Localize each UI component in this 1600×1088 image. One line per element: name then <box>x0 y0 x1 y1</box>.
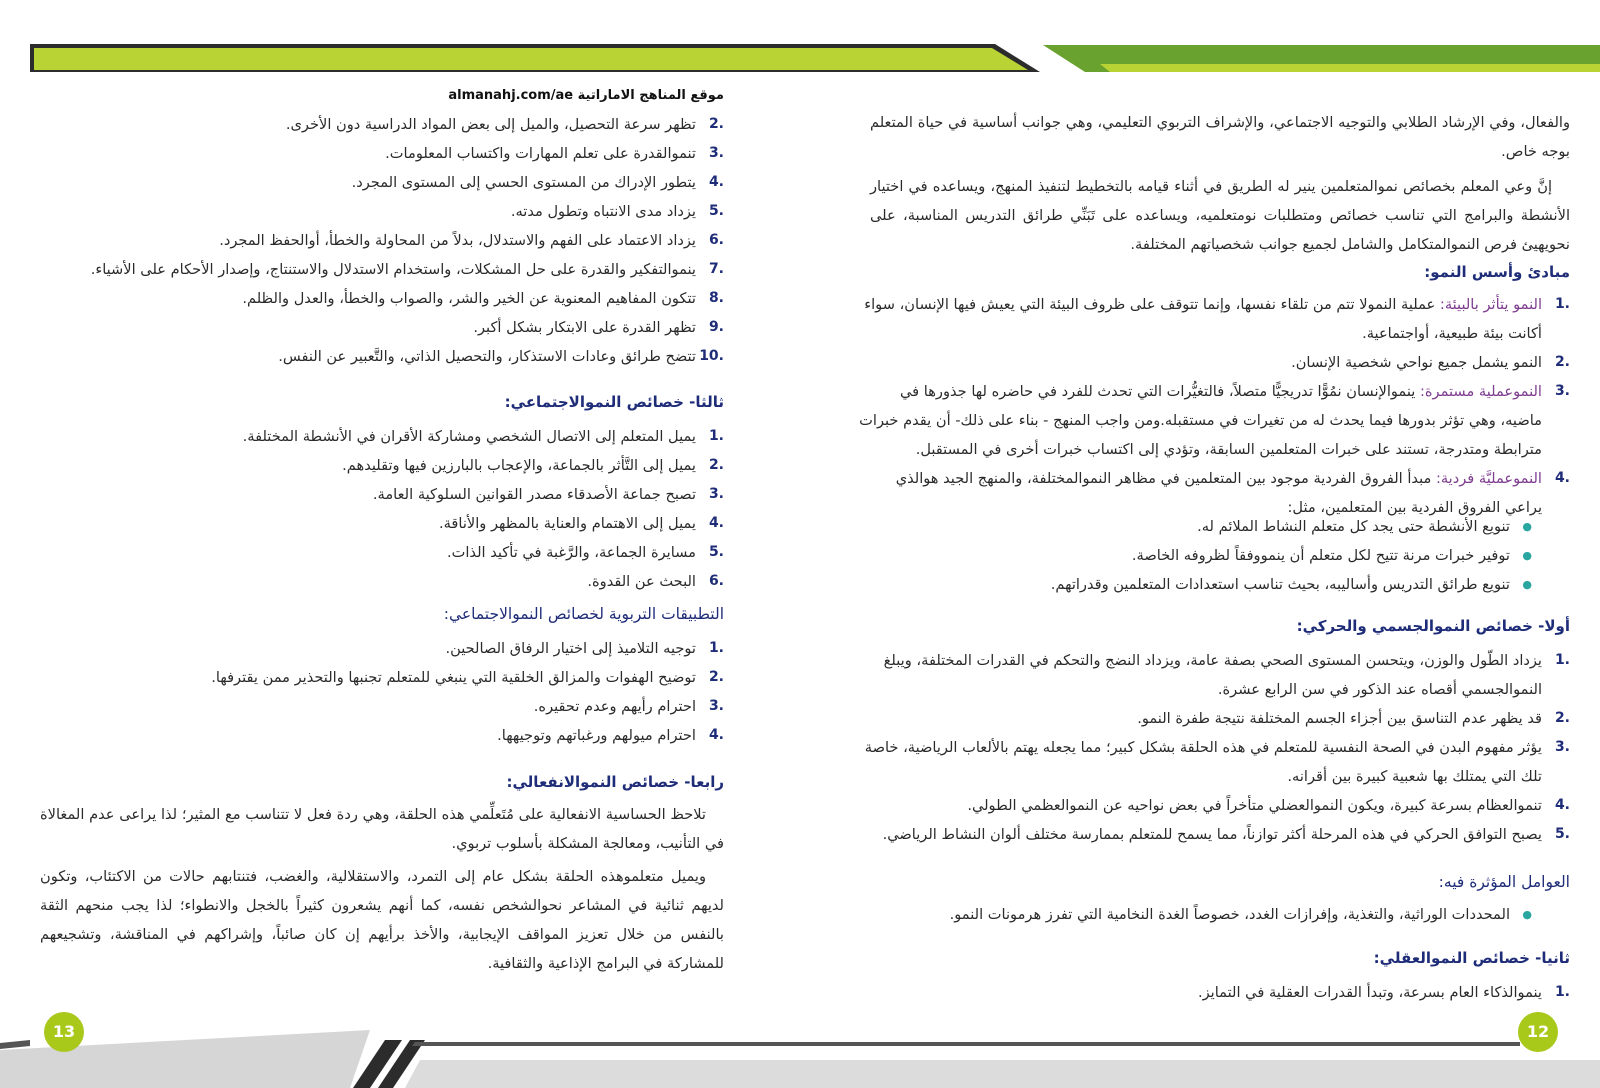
item-text: تنويع طرائق التدريس وأساليبه، بحيث تناسب استعدادات المتعلمين وقدراتهم. <box>1050 576 1510 593</box>
item-number: 3. <box>1554 383 1570 399</box>
bullet-icon: ● <box>1522 549 1532 562</box>
item-number: 5. <box>708 203 724 219</box>
item-text: تظهر سرعة التحصيل، والميل إلى بعض المواد الدراسية دون الأخرى. <box>285 116 696 133</box>
individual-differences-bullets <box>858 512 1570 599</box>
watermark: almanahj.com/ae موقع المناهج الاماراتية <box>448 88 724 103</box>
item-number: 2. <box>1554 354 1570 370</box>
list-item <box>40 139 724 168</box>
item-number: 4. <box>1554 470 1570 486</box>
list-item <box>40 342 724 371</box>
item-number: 6. <box>708 573 724 589</box>
list-item <box>40 634 724 663</box>
item-number: 4. <box>708 727 724 743</box>
item-text: يصبح التوافق الحركي في هذه المرحلة أكثر توازناً، مما يسمح للمتعلم بممارسة مختلف ألوان النشاط الرياضي. <box>882 826 1542 843</box>
item-text: توضيح الهفوات والمزالق الخلقية التي ينبغي للمتعلم تجنبها والتحذير ممن يقترفها. <box>211 669 696 686</box>
item-text: مبدأ الفروق الفردية موجود بين المتعلمين في مظاهر النموالمختلفة، والمنهج الجيد هوالذي يراعي الفروق الفردية بين المتعلمين، مثل: <box>895 470 1542 516</box>
list-item <box>858 791 1570 820</box>
list-item <box>40 168 724 197</box>
item-number: 1. <box>1554 984 1570 1000</box>
bullet-icon: ● <box>1522 578 1532 591</box>
item-text: ينموالتفكير والقدرة على حل المشكلات، واستخدام الاستدلال والاستنتاج، وإصدار الأحكام على الأشياء. <box>90 261 696 278</box>
item-text: مسايرة الجماعة، والرَّغبة في تأكيد الذات. <box>447 544 696 561</box>
list-item <box>858 348 1570 377</box>
list-item <box>858 377 1570 464</box>
page-number-12: 12 <box>1518 1012 1558 1052</box>
emotional-growth-heading: رابعا- خصائص النموالانفعالي: <box>506 773 724 791</box>
item-lead: النموعمليَّة فردية: <box>1435 470 1542 487</box>
item-text: تنويع الأنشطة حتى يجد كل متعلم النشاط الملائم له. <box>1197 518 1510 535</box>
list-item <box>40 538 724 567</box>
intro-text <box>870 108 1570 259</box>
item-lead: النموعملية مستمرة: <box>1419 383 1542 400</box>
item-text: احترام ميولهم ورغباتهم وتوجيهها. <box>497 727 696 744</box>
list-item <box>858 704 1570 733</box>
item-number: 2. <box>708 116 724 132</box>
principles-heading: مبادئ وأسس النمو: <box>1424 263 1570 281</box>
item-text: تتضح طرائق وعادات الاستذكار، والتحصيل الذاتي، والتَّعبير عن النفس. <box>278 348 696 365</box>
bullet-item <box>858 512 1570 541</box>
principles-list <box>858 290 1570 522</box>
list-item <box>40 226 724 255</box>
item-text: تظهر القدرة على الابتكار بشكل أكبر. <box>473 319 696 336</box>
influencing-factors-bullets <box>858 900 1570 929</box>
right-page <box>858 0 1570 1088</box>
social-growth-heading: ثالثا- خصائص النموالاجتماعي: <box>504 393 724 411</box>
paragraph: تلاحظ الحساسية الانفعالية على مُتَعلِّمي هذه الحلقة، وهي ردة فعل لا تتناسب مع المثير؛ لذا يراعى عدم المغالاة في التأنيب، ومعالجة المشكلة بأسلوب تربوي. <box>40 806 724 852</box>
bullet-item <box>858 900 1570 929</box>
list-item <box>40 567 724 596</box>
list-item <box>40 110 724 139</box>
page-number-13: 13 <box>44 1012 84 1052</box>
item-text: يميل إلى الاهتمام والعناية بالمظهر والأناقة. <box>438 515 696 532</box>
paragraph: إنَّ وعي المعلم بخصائص نموالمتعلمين ينير له الطريق في أثناء قيامه بالتخطيط لتنفيذ المنهج، ويساعده في اختيار الأنشطة والبرامج التي تناسب خصائص ومتطلبات نومتعلميه، ويساعده على تَبَنِّي طرائق التدريس المناسبة، على نحويهيئ فرص النموالمتكامل والشامل لجميع جوانب شخصياتهم المختلفة. <box>870 178 1570 253</box>
bullet-item <box>858 570 1570 599</box>
item-text: تنموالعظام بسرعة كبيرة، ويكون النموالعضلي متأخراً في بعض نواحيه عن النموالعظمي الطولي. <box>967 797 1542 814</box>
item-number: 10. <box>699 348 724 364</box>
paragraph: ويميل متعلموهذه الحلقة بشكل عام إلى التمرد، والاستقلالية، والغضب، فتنتابهم حالات من الاكتئاب، وتكون لديهم ثنائية في المشاعر نحوالشخص نفسه، كما أنهم يشعرون كثيراً بالخجل والانطواء؛ لذا يجب منحهم الثقة بالنفس من خلال تعزيز المواقف الإيجابية، والأخذ برأيهم إن كان صائباً، وإشراكهم في المناقشة، وتشجيعهم للمشاركة في البرامج الإذاعية والثقافية. <box>40 868 724 972</box>
list-item <box>858 820 1570 849</box>
item-number: 7. <box>708 261 724 277</box>
item-number: 8. <box>708 290 724 306</box>
list-item <box>40 721 724 750</box>
item-number: 4. <box>708 174 724 190</box>
item-number: 3. <box>708 486 724 502</box>
item-text: يؤثر مفهوم البدن في الصحة النفسية للمتعلم في هذه الحلقة بشكل كبير؛ مما يجعله يهتم بالألعاب الرياضية، خاصة تلك التي يمتلك بها شعبية كبيرة بين أقرانه. <box>864 739 1542 785</box>
item-number: 3. <box>708 698 724 714</box>
item-text: يزداد الاعتماد على الفهم والاستدلال، بدلاً من المحاولة والخطأ، أوالحفظ المجرد. <box>219 232 696 249</box>
list-item <box>858 733 1570 791</box>
list-item <box>40 313 724 342</box>
item-text: النمو يشمل جميع نواحي شخصية الإنسان. <box>1291 354 1542 371</box>
list-item <box>40 480 724 509</box>
item-number: 2. <box>1554 710 1570 726</box>
educational-applications-list <box>40 634 724 750</box>
item-number: 9. <box>708 319 724 335</box>
item-text: احترام رأيهم وعدم تحقيره. <box>533 698 696 715</box>
item-text: المحددات الوراثية، والتغذية، وإفرازات الغدد، خصوصاً الغدة النخامية التي تفرز هرمونات النمو. <box>949 906 1510 923</box>
list-item <box>858 290 1570 348</box>
item-number: 1. <box>708 428 724 444</box>
item-number: 5. <box>708 544 724 560</box>
list-item <box>858 978 1570 1007</box>
list-item <box>40 197 724 226</box>
item-lead: النمو يتأثر بالبيئة: <box>1439 296 1542 313</box>
influencing-factors-heading: العوامل المؤثرة فيه: <box>1438 873 1570 891</box>
bullet-icon: ● <box>1522 908 1532 921</box>
item-number: 1. <box>1554 652 1570 668</box>
list-item <box>40 255 724 284</box>
list-item <box>40 509 724 538</box>
list-item <box>40 692 724 721</box>
item-number: 3. <box>708 145 724 161</box>
item-text: تصبح جماعة الأصدقاء مصدر القوانين السلوكية العامة. <box>372 486 696 503</box>
item-text: تنموالقدرة على تعلم المهارات واكتساب المعلومات. <box>385 145 696 162</box>
item-text: توجيه التلاميذ إلى اختيار الرفاق الصالحين. <box>445 640 696 657</box>
item-text: يزداد مدى الانتباه وتطول مدته. <box>510 203 696 220</box>
item-text: توفير خبرات مرنة تتيح لكل متعلم أن ينمووفقاً لظروفه الخاصة. <box>1131 547 1510 564</box>
item-text: قد يظهر عدم التناسق بين أجزاء الجسم المختلفة نتيجة طفرة النمو. <box>1137 710 1542 727</box>
educational-applications-heading: التطبيقات التربوية لخصائص النموالاجتماعي: <box>443 605 724 623</box>
list-item <box>40 284 724 313</box>
social-growth-list <box>40 422 724 596</box>
item-text: يتطور الإدراك من المستوى الحسي إلى المستوى المجرد. <box>351 174 696 191</box>
item-text: البحث عن القدوة. <box>587 573 696 590</box>
left-page <box>40 0 748 1088</box>
item-number: 5. <box>1554 826 1570 842</box>
item-text: ينموالإنسان نمُوًّا تدريجيًّا متصلاً، فالتغيُّرات التي تحدث للفرد في حاضره لها جذورها في ماضيه، وهي تؤثر بدورها فيما يحدث له من تغيرات في مستقبله.ومن واجب المنهج - بناء على ذلك- أن يقدم خبرات مترابطة ومتدرجة، تستند على خبرات المتعلمين السابقة، وتؤدي إلى اكتساب خبرات أخرى في المستقبل. <box>859 383 1542 458</box>
item-text: تتكون المفاهيم المعنوية عن الخير والشر، والصواب والخطأ، والعدل والظلم. <box>242 290 696 307</box>
bottom-corner-left <box>0 1040 30 1049</box>
mental-growth-list <box>858 978 1570 1007</box>
item-number: 6. <box>708 232 724 248</box>
item-text: يزداد الطّول والوزن، ويتحسن المستوى الصحي بصفة عامة، ويزداد النضج والتحكم في القدرات المختلفة، ويبلغ النموالجسمي أقصاه عند الذكور في سن الرابع عشرة. <box>883 652 1542 698</box>
item-number: 3. <box>1554 739 1570 755</box>
item-number: 4. <box>708 515 724 531</box>
item-number: 2. <box>708 669 724 685</box>
emotional-growth-text <box>40 800 724 978</box>
item-text: يميل المتعلم إلى الاتصال الشخصي ومشاركة الأقران في الأنشطة المختلفة. <box>242 428 696 445</box>
item-number: 2. <box>708 457 724 473</box>
item-text: ينموالذكاء العام بسرعة، وتبدأ القدرات العقلية في التمايز. <box>1197 984 1542 1001</box>
list-item <box>40 663 724 692</box>
mental-growth-heading: ثانيا- خصائص النموالعقلي: <box>1373 949 1570 967</box>
physical-growth-list <box>858 646 1570 849</box>
item-number: 1. <box>708 640 724 656</box>
bullet-item <box>858 541 1570 570</box>
item-number: 1. <box>1554 296 1570 312</box>
item-number: 4. <box>1554 797 1570 813</box>
physical-growth-heading: أولا- خصائص النموالجسمي والحركي: <box>1296 617 1570 635</box>
list-item <box>858 646 1570 704</box>
item-text: يميل إلى التَّأثر بالجماعة، والإعجاب بالبارزين فيها وتقليدهم. <box>342 457 696 474</box>
mental-growth-list-continued <box>40 110 724 371</box>
bullet-icon: ● <box>1522 520 1532 533</box>
list-item <box>40 422 724 451</box>
item-text: عملية النمولا تتم من تلقاء نفسها، وإنما تتوقف على ظروف البيئة التي يعيش فيها الإنسان، سواء أكانت بيئة طبيعية، أواجتماعية. <box>864 296 1542 342</box>
list-item <box>40 451 724 480</box>
paragraph: والفعال، وفي الإرشاد الطلابي والتوجيه الاجتماعي، والإشراف التربوي التعليمي، وهي جوانب أساسية في حياة المتعلم بوجه خاص. <box>870 114 1570 160</box>
